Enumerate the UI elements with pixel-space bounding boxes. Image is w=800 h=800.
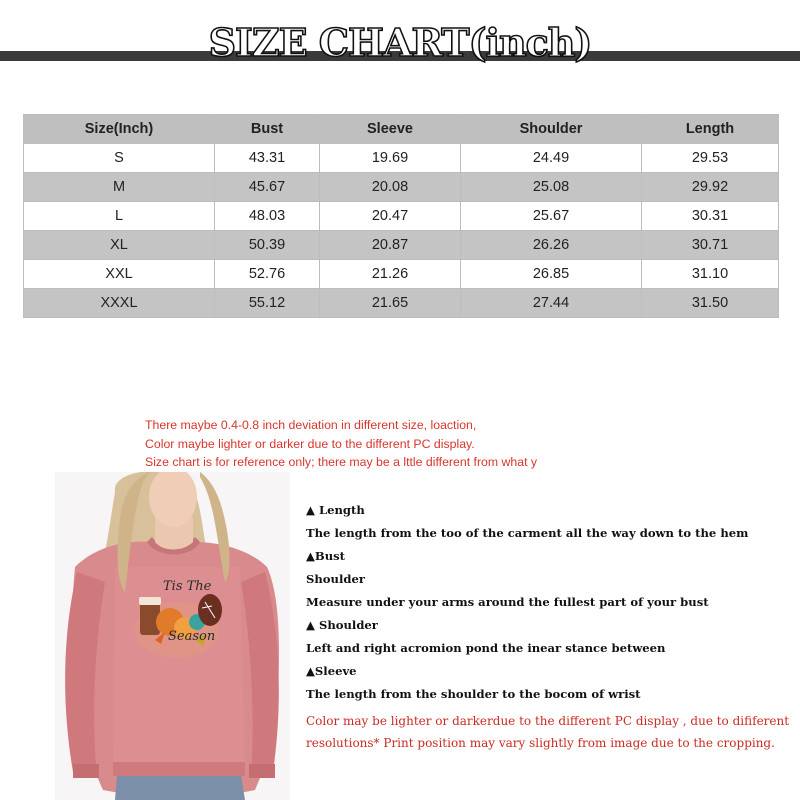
cell-bust: 43.31 [215, 144, 320, 173]
table-row [24, 144, 779, 173]
cell-sleeve: 20.47 [320, 202, 461, 231]
cell-bust: 48.03 [215, 202, 320, 231]
cell-length: 29.53 [642, 144, 779, 173]
cell-bust: 52.76 [215, 260, 320, 289]
cell-size: XL [24, 231, 215, 260]
cell-sleeve: 19.69 [320, 144, 461, 173]
cell-shoulder: 24.49 [461, 144, 642, 173]
disclaimer-line: Color maybe lighter or darker due to the different PC display. [145, 436, 475, 451]
guide-heading-sleeve: ▲Sleeve [306, 664, 357, 678]
cell-sleeve: 21.65 [320, 289, 461, 318]
size-chart-table [23, 114, 779, 318]
table-row [24, 260, 779, 289]
guide-text-sleeve: The length from the shoulder to the bocom of wrist [306, 687, 641, 701]
guide-text-shoulder: Left and right acromion pond the inear stance between [306, 641, 666, 655]
deviation-disclaimer [145, 416, 585, 472]
cell-bust: 45.67 [215, 173, 320, 202]
cell-shoulder: 25.08 [461, 173, 642, 202]
disclaimer-line: Size chart is for reference only; there may be a lttle different from what y [145, 455, 538, 469]
cell-bust: 50.39 [215, 231, 320, 260]
guide-text-bust: Measure under your arms around the fullest part of your bust [306, 595, 709, 609]
header-size: Size(Inch) [24, 115, 215, 144]
guide-text-shoulder-label: Shoulder [306, 572, 365, 586]
print-text-top: Tis The [163, 579, 212, 594]
cell-sleeve: 21.26 [320, 260, 461, 289]
cell-length: 30.71 [642, 231, 779, 260]
note-line: resolutions* Print position may vary slightly from image due to the cropping. [306, 736, 775, 750]
cell-size: S [24, 144, 215, 173]
cell-length: 30.31 [642, 202, 779, 231]
cell-length: 31.10 [642, 260, 779, 289]
table-row [24, 231, 779, 260]
title-banner [0, 22, 800, 72]
model-illustration [55, 472, 290, 800]
cell-bust: 55.12 [215, 289, 320, 318]
cell-size: XXXL [24, 289, 215, 318]
color-print-note [306, 710, 790, 754]
cell-shoulder: 26.85 [461, 260, 642, 289]
table-header-row [24, 115, 779, 144]
cell-shoulder: 27.44 [461, 289, 642, 318]
measurement-guide [306, 500, 786, 707]
guide-heading-length: ▲ Length [306, 503, 365, 517]
model-photo [55, 472, 290, 800]
disclaimer-line: There maybe 0.4-0.8 inch deviation in different size, loaction, [145, 418, 477, 432]
cell-sleeve: 20.08 [320, 173, 461, 202]
header-length: Length [642, 115, 779, 144]
cell-size: L [24, 202, 215, 231]
header-shoulder: Shoulder [461, 115, 642, 144]
cell-length: 29.92 [642, 173, 779, 202]
note-line: Color may be lighter or darkerdue to the different PC display , due to dififerent [306, 714, 790, 728]
cell-shoulder: 26.26 [461, 231, 642, 260]
header-bust: Bust [215, 115, 320, 144]
cell-size: XXL [24, 260, 215, 289]
guide-heading-shoulder: ▲ Shoulder [306, 618, 378, 632]
table-row [24, 289, 779, 318]
guide-heading-bust: ▲Bust [306, 549, 346, 563]
cell-length: 31.50 [642, 289, 779, 318]
guide-text-length: The length from the too of the carment all the way down to the hem [306, 526, 749, 540]
cell-shoulder: 25.67 [461, 202, 642, 231]
table-row [24, 202, 779, 231]
cell-size: M [24, 173, 215, 202]
print-text-bottom: Season [168, 629, 216, 644]
cell-sleeve: 20.87 [320, 231, 461, 260]
header-sleeve: Sleeve [320, 115, 461, 144]
page-title: SIZE CHART(inch) [208, 20, 592, 65]
table-row [24, 173, 779, 202]
